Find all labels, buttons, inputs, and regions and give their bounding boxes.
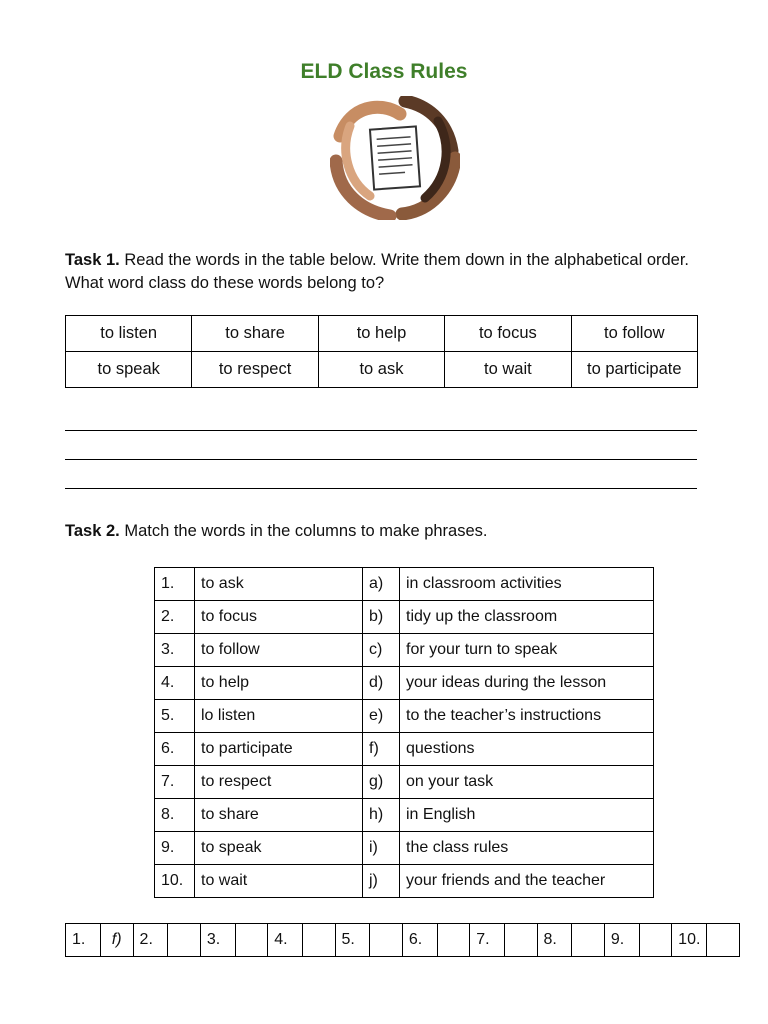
- letter-cell: c): [363, 634, 400, 667]
- phrase-cell: tidy up the classroom: [400, 601, 654, 634]
- verb-cell: lo listen: [195, 700, 363, 733]
- match-row: [155, 601, 654, 634]
- writing-line[interactable]: [65, 430, 697, 431]
- writing-line[interactable]: [65, 488, 697, 489]
- phrase-cell: in English: [400, 799, 654, 832]
- match-row: [155, 865, 654, 898]
- phrase-cell: your friends and the teacher: [400, 865, 654, 898]
- verb-cell: to ask: [195, 568, 363, 601]
- page-title: ELD Class Rules: [300, 60, 468, 83]
- verb-cell: to help: [195, 667, 363, 700]
- writing-line[interactable]: [65, 459, 697, 460]
- answer-box[interactable]: [572, 924, 605, 957]
- row-number: 3.: [155, 634, 195, 667]
- phrase-cell: to the teacher’s instructions: [400, 700, 654, 733]
- letter-cell: g): [363, 766, 400, 799]
- word-cell: to respect: [192, 352, 318, 388]
- row-number: 2.: [155, 601, 195, 634]
- letter-cell: j): [363, 865, 400, 898]
- match-row: [155, 832, 654, 865]
- word-cell: to follow: [571, 316, 697, 352]
- letter-cell: b): [363, 601, 400, 634]
- phrase-cell: for your turn to speak: [400, 634, 654, 667]
- answer-box[interactable]: [235, 924, 268, 957]
- phrase-cell: your ideas during the lesson: [400, 667, 654, 700]
- answer-box[interactable]: [639, 924, 672, 957]
- letter-cell: h): [363, 799, 400, 832]
- word-cell: to speak: [66, 352, 192, 388]
- row-number: 5.: [155, 700, 195, 733]
- word-cell: to participate: [571, 352, 697, 388]
- answer-box[interactable]: [168, 924, 201, 957]
- task1-instructions: [65, 249, 710, 295]
- answer-box[interactable]: f): [100, 924, 133, 957]
- answer-box[interactable]: [504, 924, 537, 957]
- match-table: [154, 567, 654, 898]
- letter-cell: i): [363, 832, 400, 865]
- row-number: 4.: [155, 667, 195, 700]
- word-cell: to focus: [445, 316, 571, 352]
- task1-label: Task 1.: [65, 251, 120, 269]
- answer-table: [65, 923, 740, 957]
- verb-cell: to speak: [195, 832, 363, 865]
- row-number: 9.: [155, 832, 195, 865]
- hands-around-document-icon: [330, 96, 460, 220]
- answer-number: 5.: [335, 924, 370, 957]
- word-table: [65, 315, 698, 388]
- verb-cell: to follow: [195, 634, 363, 667]
- answer-box[interactable]: [437, 924, 470, 957]
- letter-cell: e): [363, 700, 400, 733]
- answer-number: 9.: [604, 924, 639, 957]
- verb-cell: to respect: [195, 766, 363, 799]
- row-number: 1.: [155, 568, 195, 601]
- answer-box[interactable]: [370, 924, 403, 957]
- answer-number: 7.: [470, 924, 505, 957]
- answer-number: 4.: [268, 924, 303, 957]
- letter-cell: d): [363, 667, 400, 700]
- answer-box[interactable]: [707, 924, 740, 957]
- match-row: [155, 568, 654, 601]
- word-cell: to help: [318, 316, 444, 352]
- match-row: [155, 799, 654, 832]
- word-cell: to wait: [445, 352, 571, 388]
- answer-row: [66, 924, 740, 957]
- match-row: [155, 667, 654, 700]
- word-cell: to listen: [66, 316, 192, 352]
- answer-number: 8.: [537, 924, 572, 957]
- answer-number: 6.: [402, 924, 437, 957]
- letter-cell: a): [363, 568, 400, 601]
- row-number: 10.: [155, 865, 195, 898]
- verb-cell: to participate: [195, 733, 363, 766]
- verb-cell: to wait: [195, 865, 363, 898]
- answer-number: 1.: [66, 924, 101, 957]
- verb-cell: to share: [195, 799, 363, 832]
- row-number: 6.: [155, 733, 195, 766]
- verb-cell: to focus: [195, 601, 363, 634]
- task2-label: Task 2.: [65, 522, 120, 540]
- letter-cell: f): [363, 733, 400, 766]
- word-cell: to ask: [318, 352, 444, 388]
- task1-text: Read the words in the table below. Write them down in the alphabetical order. What word class do these words belong to?: [65, 251, 690, 292]
- phrase-cell: the class rules: [400, 832, 654, 865]
- word-row: [66, 316, 698, 352]
- match-row: [155, 634, 654, 667]
- answer-box[interactable]: [303, 924, 336, 957]
- task2-instructions: [65, 520, 710, 543]
- match-row: [155, 766, 654, 799]
- phrase-cell: questions: [400, 733, 654, 766]
- row-number: 7.: [155, 766, 195, 799]
- task2-text: Match the words in the columns to make phrases.: [119, 522, 488, 540]
- match-row: [155, 700, 654, 733]
- word-cell: to share: [192, 316, 318, 352]
- match-row: [155, 733, 654, 766]
- row-number: 8.: [155, 799, 195, 832]
- word-row: [66, 352, 698, 388]
- answer-number: 10.: [672, 924, 707, 957]
- phrase-cell: on your task: [400, 766, 654, 799]
- answer-number: 3.: [200, 924, 235, 957]
- phrase-cell: in classroom activities: [400, 568, 654, 601]
- answer-number: 2.: [133, 924, 168, 957]
